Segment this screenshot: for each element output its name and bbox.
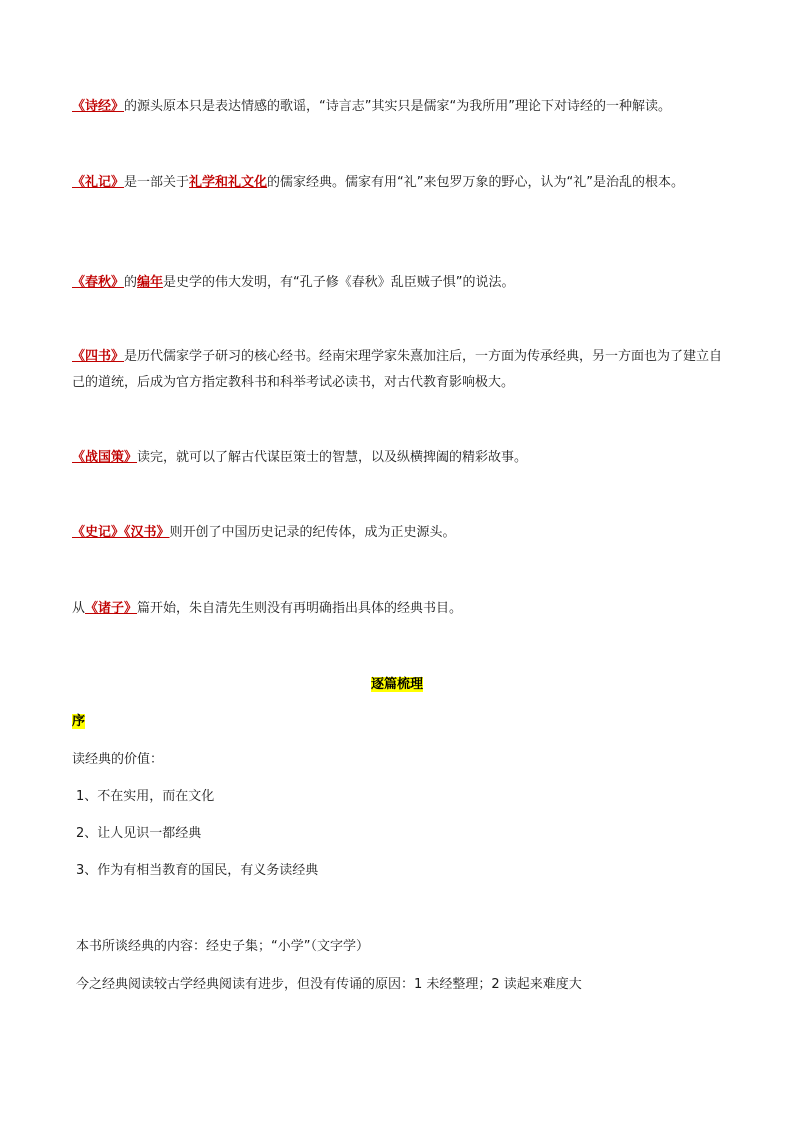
book-title-sishu: 《四书》 <box>72 349 125 364</box>
book-title-liji: 《礼记》 <box>72 175 125 190</box>
book-title-shijing: 《诗经》 <box>72 99 125 114</box>
section-title-text: 逐篇梳理 <box>370 677 423 692</box>
key-term-lixue: 礼学和礼文化 <box>189 175 268 190</box>
value-heading: 读经典的价值： <box>72 752 164 767</box>
book-title-shiji: 《史记》 <box>72 525 125 540</box>
paragraph-text: 篇开始，朱自清先生则没有再明确指出具体的经典书目。 <box>137 601 463 616</box>
paragraph-text: 的 <box>124 275 138 290</box>
book-title-hanshu: 《汉书》 <box>124 525 170 540</box>
book-title-zhanguoce: 《战国策》 <box>72 450 138 465</box>
key-term-biannian: 编年 <box>137 275 164 290</box>
content-line: 本书所谈经典的内容：经史子集；“小学”（文字学） <box>76 939 369 954</box>
paragraph-liji <box>72 170 724 196</box>
paragraph-shijing <box>72 94 724 120</box>
paragraph-shiji-hanshu <box>72 520 724 546</box>
value-item-2: 2、让人见识一都经典 <box>76 826 202 841</box>
book-title-chunqiu: 《春秋》 <box>72 275 125 290</box>
value-item-1: 1、不在实用，而在文化 <box>76 789 215 804</box>
paragraph-text: 是一部关于 <box>124 175 190 190</box>
paragraph-text: 是史学的伟大发明，有“孔子修《春秋》乱臣贼子惧”的说法。 <box>163 275 515 290</box>
paragraph-zhuzi <box>72 596 724 622</box>
reason-line: 今之经典阅读较古学经典阅读有进步，但没有传诵的原因：1 未经整理；2 读起来难度大 <box>76 977 582 992</box>
book-title-zhuzi: 《诸子》 <box>85 601 138 616</box>
subsection-heading-text: 序 <box>72 714 86 729</box>
paragraph-text: 则开创了中国历史记录的纪传体，成为正史源头。 <box>169 525 456 540</box>
paragraph-text: 的源头原本只是表达情感的歌谣，“诗言志”其实只是儒家“为我所用”理论下对诗经的一种解读。 <box>124 99 671 114</box>
paragraph-prefix: 从 <box>72 601 86 616</box>
paragraph-sishu <box>72 344 724 396</box>
paragraph-zhanguoce <box>72 445 724 471</box>
subsection-heading <box>72 711 85 733</box>
paragraph-text: 的儒家经典。儒家有用“礼”来包罗万象的野心，认为“礼”是治乱的根本。 <box>267 175 684 190</box>
paragraph-text: 是历代儒家学子研习的核心经书。经南宋理学家朱熹加注后，一方面为传承经典，另一方面也为了建立自己的道统，后成为官方指定教科书和科举考试必读书，对古代教育影响极大。 <box>72 349 723 390</box>
paragraph-chunqiu <box>72 270 724 296</box>
section-title <box>0 674 794 696</box>
value-item-3: 3、作为有相当教育的国民，有义务读经典 <box>76 863 319 878</box>
paragraph-text: 读完，就可以了解古代谋臣策士的智慧，以及纵横捭阖的精彩故事。 <box>137 450 528 465</box>
